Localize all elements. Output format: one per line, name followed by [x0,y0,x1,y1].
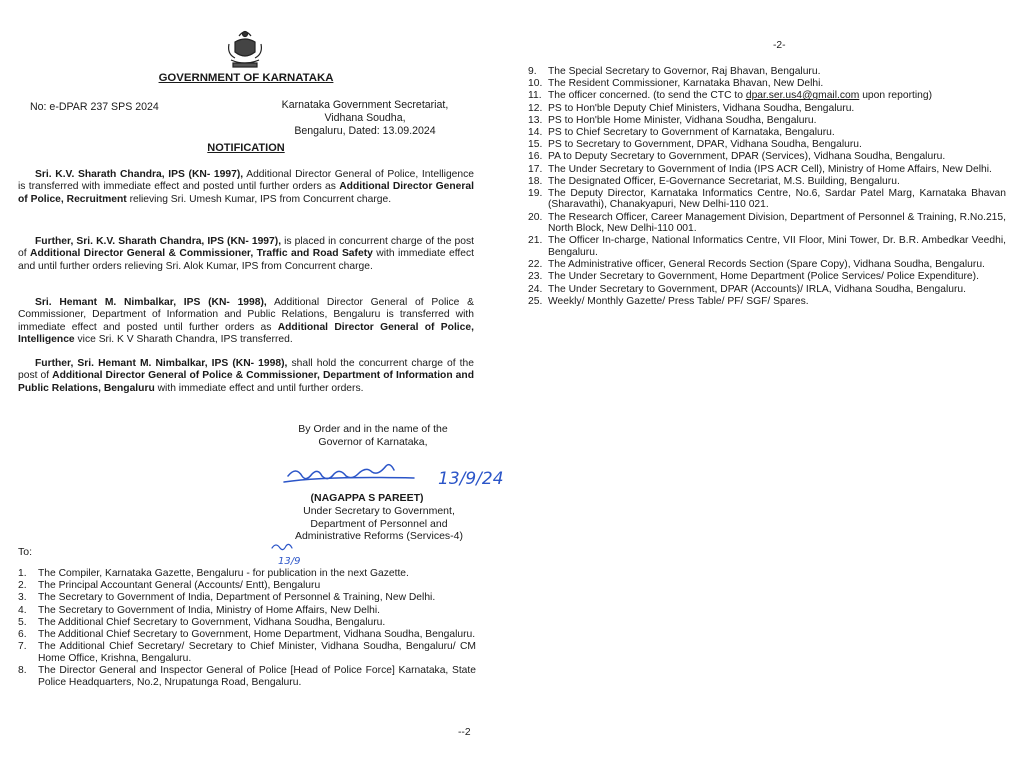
item-number: 25. [528,295,543,307]
distribution-item [528,188,1006,211]
item-text: The officer concerned. (to send the CTC to [548,90,746,102]
notification-paragraph [18,297,474,347]
notification-paragraph [18,169,474,206]
distribution-item [528,127,1006,139]
distribution-item [18,568,476,580]
secretariat-line: Vidhana Soudha, [324,111,406,124]
paragraph-bold-run: Additional Director General of Police & Commissioner, Department of Information and Public Relations, Bengaluru [18,370,474,394]
distribution-item [18,580,476,592]
continued-marker: --2 [458,727,471,738]
designation-line: Department of Personnel and [310,517,448,530]
signature-date: 13/9/24 [438,469,504,489]
paragraph-run: Additional Director General of Police, Intelligence is transferred with immediate effect and posted until further orders as [18,169,474,193]
item-number: 6. [18,628,27,640]
distribution-item [528,151,1006,163]
secretariat-address [265,99,465,137]
secretariat-line: Karnataka Government Secretariat, [281,99,449,111]
item-number: 3. [18,592,27,604]
distribution-item [18,665,476,688]
item-text: PS to Chief Secretary to Government of Karnataka, Bengaluru. [548,126,835,138]
item-number: 4. [18,604,27,616]
item-number: 24. [528,283,543,295]
paragraph-run: vice Sri. K V Sharath Chandra, IPS transferred. [74,334,293,346]
item-number: 23. [528,271,543,283]
distribution-item [528,139,1006,151]
distribution-item [18,629,476,641]
paragraph-bold-run: Further, Sri. K.V. Sharath Chandra, IPS (KN- 1997), [35,236,282,247]
item-number: 20. [528,211,543,223]
item-text: The Secretary to Government of India, Department of Personnel & Training, New Delhi. [38,592,436,604]
item-number: 17. [528,163,543,175]
paragraph-bold-run: Sri. K.V. Sharath Chandra, IPS (KN- 1997), [35,169,244,180]
order-line: Governor of Karnataka, [318,435,428,448]
item-text: The Research Officer, Career Management Division, Department of Personnel & Training, R.No.215, North Block, New Delhi-110 001. [548,211,1006,235]
item-text: PS to Hon'ble Deputy Chief Ministers, Vidhana Soudha, Bengaluru. [548,102,855,114]
item-text: The Deputy Director, Karnataka Informatics Centre, No.6, Sardar Patel Marg, Karnataka Bhavan (Sharavathi), Chanakyapuri, New Delhi-110 021. [548,187,1006,211]
distribution-item [528,115,1006,127]
distribution-item [18,617,476,629]
item-number: 16. [528,151,543,163]
paragraph-bold-run: Sri. Hemant M. Nimbalkar, IPS (KN- 1998), [35,297,267,308]
distribution-item [528,164,1006,176]
item-text: The Additional Chief Secretary/ Secretary to Chief Minister, Vidhana Soudha, Bengaluru/ CM Home Office, Krishna, Bengaluru. [38,641,476,664]
email-link[interactable]: dpar.ser.us4@gmail.com [745,90,860,102]
item-text: The Officer In-charge, National Informatics Centre, VII Floor, Mini Tower, Dr. B.R. Ambedkar Veedhi, Bengaluru. [548,235,1006,259]
item-text: The Resident Commissioner, Karnataka Bhavan, New Delhi. [548,78,824,90]
item-number: 11. [528,90,542,102]
distribution-item [528,235,1006,258]
item-text: The Secretary to Government of India, Ministry of Home Affairs, New Delhi. [38,604,381,616]
item-number: 8. [18,664,27,676]
item-text: The Under Secretary to Government of India (IPS ACR Cell), Ministry of Home Affairs, New Delhi. [548,163,992,175]
item-text: PS to Hon'ble Home Minister, Vidhana Soudha, Bengaluru. [548,114,817,126]
designation-line: Under Secretary to Government, [303,505,455,517]
distribution-item [528,296,1006,308]
to-label: To: [18,546,33,558]
distribution-item [528,66,1006,78]
item-number: 7. [18,641,27,653]
item-number: 19. [528,187,543,199]
paragraph-bold-run: Additional Director General & Commissioner, Traffic and Road Safety [30,248,373,260]
item-text: PA to Deputy Secretary to Government, DPAR (Services), Vidhana Soudha, Bengaluru. [548,151,946,163]
item-text: upon reporting) [859,90,933,102]
designation-line: Administrative Reforms (Services-4) [294,530,464,543]
item-text: The Principal Accountant General (Accounts/ Entt), Bengaluru [38,580,321,592]
item-text: The Additional Chief Secretary to Government, Home Department, Vidhana Soudha, Bengaluru. [38,628,476,640]
item-number: 21. [528,235,543,247]
item-text: The Administrative officer, General Records Section (Spare Copy), Vidhana Soudha, Bengaluru. [548,259,985,271]
paragraph-bold-run: Additional Director General of Police, Intelligence [18,321,474,346]
item-number: 1. [18,568,27,579]
distribution-item [18,641,476,664]
distribution-list-right [528,66,1006,308]
paragraph-run: Additional Director General of Police & Commissioner, Department of Information and Public Relations, Bengaluru is transferred with immediate effect and posted until further orders as [18,297,474,333]
karnataka-emblem-icon [225,28,265,70]
item-number: 18. [528,175,543,187]
distribution-item [18,605,476,617]
notification-paragraph [18,236,474,273]
item-text: The Designated Officer, E-Governance Secretariat, M.S. Building, Bengaluru. [548,175,900,187]
distribution-item [528,284,1006,296]
item-text: The Additional Chief Secretary to Government, Vidhana Soudha, Bengaluru. [38,616,386,628]
paragraph-bold-run: Additional Director General of Police, Recruitment [18,181,474,205]
item-number: 2. [18,580,27,592]
reference-number: No: e-DPAR 237 SPS 2024 [30,101,159,113]
distribution-item [528,176,1006,188]
date-line: Bengaluru, Dated: 13.09.2024 [294,124,436,137]
item-number: 12. [528,102,543,114]
item-number: 10. [528,78,543,90]
distribution-item [528,212,1006,235]
signatory-name: (NAGAPPA S PAREET) [310,492,424,504]
paragraph-run: shall hold the concurrent charge of the post of [18,358,474,382]
item-text: The Special Secretary to Governor, Raj Bhavan, Bengaluru. [548,66,821,77]
item-number: 22. [528,259,543,271]
distribution-item [528,90,1006,102]
distribution-item [528,78,1006,90]
paragraph-run: is placed in concurrent charge of the post of [18,236,474,260]
distribution-item [528,271,1006,283]
item-text: Weekly/ Monthly Gazette/ Press Table/ PF/ SGF/ Spares. [548,295,809,307]
distribution-list-left [18,568,476,689]
item-text: The Director General and Inspector General of Police [Head of Police Force] Karnataka, State Police Headquarters, No.2, Nrupatunga Road, Bengaluru. [38,664,476,688]
signatory-designation [283,505,475,543]
paragraph-run: relieving Sri. Umesh Kumar, IPS from Concurrent charge. [126,193,392,205]
paragraph-run: with immediate effect and until further orders. [154,382,364,394]
paragraph-run: with immediate effect and until further orders relieving Sri. Alok Kumar, IPS from Concurrent charge. [18,248,474,272]
item-number: 5. [18,616,27,628]
distribution-item [528,259,1006,271]
notification-paragraph [18,358,474,395]
distribution-item [528,103,1006,115]
item-text: The Under Secretary to Government, Home Department (Police Services/ Police Expenditure). [548,271,979,283]
distribution-item [18,592,476,604]
item-text: The Compiler, Karnataka Gazette, Bengaluru - for publication in the next Gazette. [38,568,409,579]
item-text: PS to Secretary to Government, DPAR, Vidhana Soudha, Bengaluru. [548,139,862,151]
government-heading: GOVERNMENT OF KARNATAKA [158,72,334,84]
item-number: 13. [528,114,543,126]
item-text: The Under Secretary to Government, DPAR (Accounts)/ IRLA, Vidhana Soudha, Bengaluru. [548,283,967,295]
item-number: 9. [528,66,537,77]
handwritten-initials [268,540,308,570]
paragraph-bold-run: Further, Sri. Hemant M. Nimbalkar, IPS (KN- 1998), [35,358,288,369]
order-line: By Order and in the name of the [298,423,448,435]
page-number: -2- [773,40,786,51]
order-statement [283,423,463,448]
item-number: 14. [528,126,543,138]
item-number: 15. [528,139,543,151]
initials-date: 13/9 [278,556,301,567]
notification-title: NOTIFICATION [207,142,285,154]
